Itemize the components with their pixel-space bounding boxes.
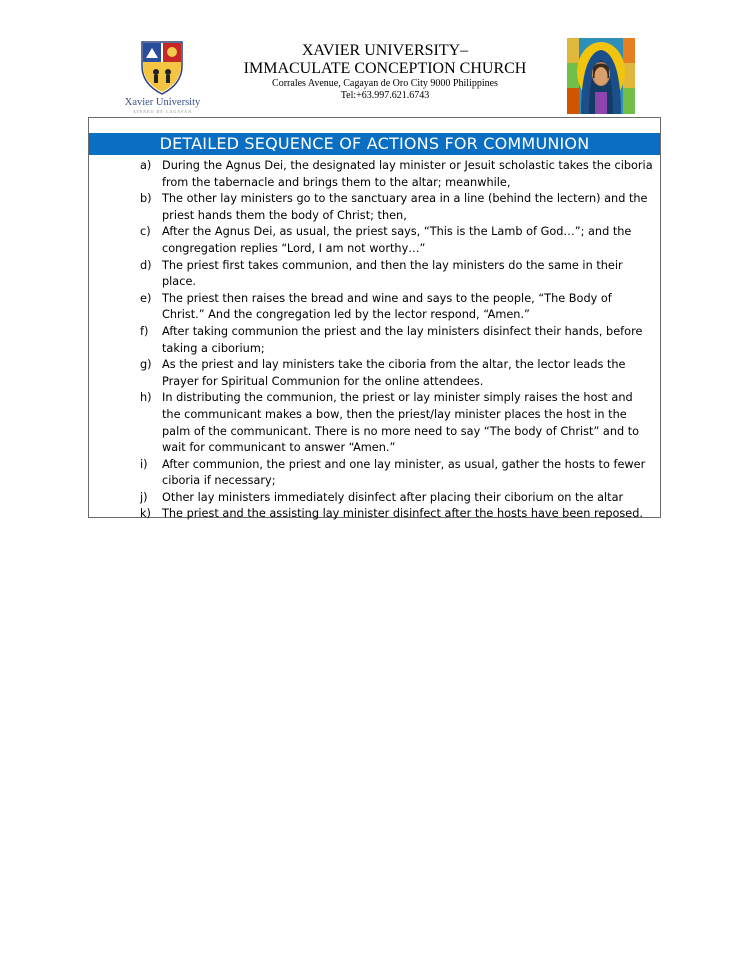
address: Corrales Avenue, Cagayan de Oro City 9000 Philippines <box>272 78 498 89</box>
list-item <box>89 191 660 224</box>
phone-number: Tel:+63.997.621.6743 <box>340 90 430 101</box>
list-item-text: After taking communion the priest and the lay ministers disinfect their hands, before taking a ciborium; <box>162 324 643 355</box>
logo-tagline: ATENEO DE CAGAYAN <box>132 109 193 114</box>
list-item-text: The priest then raises the bread and wine and says to the people, “The Body of Christ.” And the congregation led by the lector respond, “Amen.” <box>162 291 612 322</box>
madonna-stained-glass-image <box>567 38 635 114</box>
letterhead <box>0 0 750 115</box>
list-item <box>89 490 660 507</box>
list-item-marker: d) <box>140 258 152 272</box>
list-item-marker: i) <box>140 457 148 471</box>
list-item <box>89 457 660 490</box>
list-item <box>89 324 660 357</box>
steps-list <box>89 158 660 523</box>
list-item-text: The priest and the assisting lay minister disinfect after the hosts have been reposed. <box>162 507 643 521</box>
list-item-marker: k) <box>140 507 151 521</box>
list-item <box>89 506 660 523</box>
list-item-marker: c) <box>140 225 151 239</box>
list-item <box>89 357 660 390</box>
madonna-icon <box>567 38 635 114</box>
section-heading: DETAILED SEQUENCE OF ACTIONS FOR COMMUNION <box>89 133 660 155</box>
list-item <box>89 291 660 324</box>
university-name: XAVIER UNIVERSITY– <box>301 42 469 59</box>
xavier-university-logo <box>120 40 205 112</box>
communion-sequence-box <box>88 117 661 521</box>
list-item-text: During the Agnus Dei, the designated lay minister or Jesuit scholastic takes the ciboria from the tabernacle and brings them to the altar; meanwhile, <box>162 159 653 189</box>
list-item-marker: h) <box>140 391 152 405</box>
list-item <box>89 258 660 291</box>
list-item-marker: e) <box>140 291 152 305</box>
university-crest-icon <box>140 40 184 96</box>
list-item <box>89 224 660 257</box>
list-item-text: In distributing the communion, the priest or lay minister simply raises the host and the communicant makes a bow, then the priest/lay minister places the host in the palm of the communicant. There is no more need to say “The body of Christ” and to wait for communicant to answer “Amen.” <box>162 391 640 455</box>
list-item-marker: f) <box>140 324 149 338</box>
list-item-marker: b) <box>140 192 152 206</box>
letterhead-title-block <box>200 42 570 102</box>
list-item-marker: a) <box>140 159 152 172</box>
list-item-text: As the priest and lay ministers take the ciboria from the altar, the lector leads the Prayer for Spiritual Communion for the online attendees. <box>162 358 626 388</box>
logo-caption: Xavier University <box>124 97 201 108</box>
list-item <box>89 158 660 191</box>
list-item-text: The other lay ministers go to the sanctuary area in a line (behind the lectern) and the priest hands them the body of Christ; then, <box>162 192 648 222</box>
list-item-text: The priest first takes communion, and then the lay ministers do the same in their place. <box>162 258 623 289</box>
list-item-text: Other lay ministers immediately disinfect after placing their ciborium on the altar <box>162 490 624 504</box>
list-item-marker: j) <box>140 490 148 504</box>
church-name: IMMACULATE CONCEPTION CHURCH <box>243 60 527 77</box>
list-item-text: After the Agnus Dei, as usual, the priest says, “This is the Lamb of God…”; and the congregation replies “Lord, I am not worthy…” <box>162 225 632 255</box>
list-item-marker: g) <box>140 358 152 372</box>
list-item <box>89 390 660 456</box>
list-item-text: After communion, the priest and one lay minister, as usual, gather the hosts to fewer ciboria if necessary; <box>162 457 646 488</box>
